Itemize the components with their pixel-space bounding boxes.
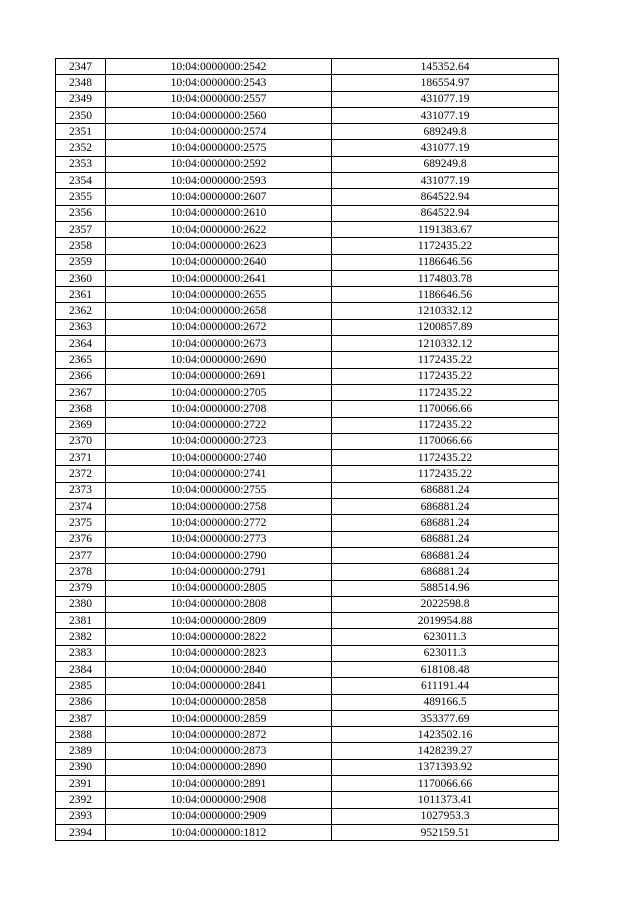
row-number-cell: 2360 (56, 270, 106, 286)
table-row (56, 759, 559, 775)
cadastral-number-cell: 10:04:0000000:2610 (106, 205, 332, 221)
table-row (56, 531, 559, 547)
cadastral-number-cell: 10:04:0000000:2758 (106, 499, 332, 515)
row-number-cell: 2363 (56, 319, 106, 335)
cadastral-number-cell: 10:04:0000000:2560 (106, 107, 332, 123)
row-number-cell: 2354 (56, 173, 106, 189)
cadastral-number-cell: 10:04:0000000:2607 (106, 189, 332, 205)
table-row (56, 433, 559, 449)
row-number-cell: 2365 (56, 352, 106, 368)
value-cell: 686881.24 (332, 564, 559, 580)
table-row (56, 824, 559, 840)
table-body (56, 59, 559, 841)
row-number-cell: 2348 (56, 75, 106, 91)
row-number-cell: 2347 (56, 59, 106, 75)
table-row (56, 661, 559, 677)
cadastral-number-cell: 10:04:0000000:2740 (106, 450, 332, 466)
value-cell: 611191.44 (332, 678, 559, 694)
cadastral-number-cell: 10:04:0000000:2705 (106, 384, 332, 400)
table-row (56, 401, 559, 417)
table-row (56, 270, 559, 286)
row-number-cell: 2386 (56, 694, 106, 710)
table-row (56, 515, 559, 531)
table-row (56, 221, 559, 237)
row-number-cell: 2389 (56, 743, 106, 759)
cadastral-number-cell: 10:04:0000000:2841 (106, 678, 332, 694)
value-cell: 1210332.12 (332, 303, 559, 319)
row-number-cell: 2377 (56, 547, 106, 563)
row-number-cell: 2376 (56, 531, 106, 547)
table-row (56, 564, 559, 580)
value-cell: 588514.96 (332, 580, 559, 596)
table-row (56, 499, 559, 515)
row-number-cell: 2356 (56, 205, 106, 221)
table-row (56, 613, 559, 629)
value-cell: 1174803.78 (332, 270, 559, 286)
table-row (56, 743, 559, 759)
row-number-cell: 2379 (56, 580, 106, 596)
row-number-cell: 2374 (56, 499, 106, 515)
value-cell: 1186646.56 (332, 287, 559, 303)
value-cell: 1428239.27 (332, 743, 559, 759)
table-row (56, 466, 559, 482)
cadastral-number-cell: 10:04:0000000:2543 (106, 75, 332, 91)
cadastral-number-cell: 10:04:0000000:2741 (106, 466, 332, 482)
cadastral-number-cell: 10:04:0000000:2791 (106, 564, 332, 580)
cadastral-number-cell: 10:04:0000000:2641 (106, 270, 332, 286)
table-row (56, 450, 559, 466)
row-number-cell: 2369 (56, 417, 106, 433)
cadastral-number-cell: 10:04:0000000:2658 (106, 303, 332, 319)
value-cell: 864522.94 (332, 189, 559, 205)
cadastral-number-cell: 10:04:0000000:2859 (106, 710, 332, 726)
value-cell: 623011.3 (332, 629, 559, 645)
table-row (56, 336, 559, 352)
value-cell: 489166.5 (332, 694, 559, 710)
cadastral-number-cell: 10:04:0000000:2790 (106, 547, 332, 563)
cadastral-number-cell: 10:04:0000000:2640 (106, 254, 332, 270)
table-row (56, 580, 559, 596)
value-cell: 431077.19 (332, 140, 559, 156)
value-cell: 689249.8 (332, 124, 559, 140)
value-cell: 353377.69 (332, 710, 559, 726)
row-number-cell: 2393 (56, 808, 106, 824)
cadastral-number-cell: 10:04:0000000:2858 (106, 694, 332, 710)
value-cell: 686881.24 (332, 482, 559, 498)
cadastral-number-cell: 10:04:0000000:2655 (106, 287, 332, 303)
value-cell: 686881.24 (332, 499, 559, 515)
value-cell: 186554.97 (332, 75, 559, 91)
table-row (56, 596, 559, 612)
value-cell: 1423502.16 (332, 727, 559, 743)
table-row (56, 287, 559, 303)
cadastral-number-cell: 10:04:0000000:2872 (106, 727, 332, 743)
row-number-cell: 2383 (56, 645, 106, 661)
row-number-cell: 2370 (56, 433, 106, 449)
table-row (56, 91, 559, 107)
row-number-cell: 2362 (56, 303, 106, 319)
row-number-cell: 2380 (56, 596, 106, 612)
value-cell: 1172435.22 (332, 384, 559, 400)
value-cell: 618108.48 (332, 661, 559, 677)
cadastral-number-cell: 10:04:0000000:2575 (106, 140, 332, 156)
row-number-cell: 2364 (56, 336, 106, 352)
cadastral-number-cell: 10:04:0000000:2557 (106, 91, 332, 107)
cadastral-number-cell: 10:04:0000000:2623 (106, 238, 332, 254)
cadastral-number-cell: 10:04:0000000:2891 (106, 776, 332, 792)
cadastral-value-table (55, 58, 559, 841)
value-cell: 1170066.66 (332, 776, 559, 792)
cadastral-number-cell: 10:04:0000000:2622 (106, 221, 332, 237)
row-number-cell: 2351 (56, 124, 106, 140)
table-row (56, 678, 559, 694)
row-number-cell: 2349 (56, 91, 106, 107)
row-number-cell: 2381 (56, 613, 106, 629)
value-cell: 686881.24 (332, 547, 559, 563)
value-cell: 1172435.22 (332, 368, 559, 384)
cadastral-number-cell: 10:04:0000000:2873 (106, 743, 332, 759)
cadastral-number-cell: 10:04:0000000:2805 (106, 580, 332, 596)
row-number-cell: 2358 (56, 238, 106, 254)
table-row (56, 124, 559, 140)
row-number-cell: 2388 (56, 727, 106, 743)
value-cell: 1371393.92 (332, 759, 559, 775)
cadastral-number-cell: 10:04:0000000:2723 (106, 433, 332, 449)
table-row (56, 776, 559, 792)
row-number-cell: 2367 (56, 384, 106, 400)
table-row (56, 482, 559, 498)
cadastral-number-cell: 10:04:0000000:2823 (106, 645, 332, 661)
cadastral-number-cell: 10:04:0000000:2840 (106, 661, 332, 677)
table-row (56, 645, 559, 661)
table-row (56, 417, 559, 433)
table-row (56, 727, 559, 743)
value-cell: 1172435.22 (332, 466, 559, 482)
cadastral-number-cell: 10:04:0000000:2574 (106, 124, 332, 140)
table-row (56, 156, 559, 172)
table-row (56, 792, 559, 808)
row-number-cell: 2378 (56, 564, 106, 580)
value-cell: 864522.94 (332, 205, 559, 221)
row-number-cell: 2359 (56, 254, 106, 270)
value-cell: 1172435.22 (332, 417, 559, 433)
value-cell: 686881.24 (332, 515, 559, 531)
table-row (56, 254, 559, 270)
cadastral-number-cell: 10:04:0000000:2673 (106, 336, 332, 352)
value-cell: 431077.19 (332, 173, 559, 189)
cadastral-number-cell: 10:04:0000000:2908 (106, 792, 332, 808)
row-number-cell: 2368 (56, 401, 106, 417)
cadastral-number-cell: 10:04:0000000:2822 (106, 629, 332, 645)
table-row (56, 107, 559, 123)
table-row (56, 205, 559, 221)
table-row (56, 303, 559, 319)
value-cell: 431077.19 (332, 107, 559, 123)
value-cell: 145352.64 (332, 59, 559, 75)
row-number-cell: 2391 (56, 776, 106, 792)
row-number-cell: 2394 (56, 824, 106, 840)
row-number-cell: 2387 (56, 710, 106, 726)
table-row (56, 694, 559, 710)
value-cell: 2019954.88 (332, 613, 559, 629)
row-number-cell: 2371 (56, 450, 106, 466)
row-number-cell: 2392 (56, 792, 106, 808)
row-number-cell: 2382 (56, 629, 106, 645)
table-row (56, 140, 559, 156)
value-cell: 1210332.12 (332, 336, 559, 352)
value-cell: 1170066.66 (332, 433, 559, 449)
row-number-cell: 2384 (56, 661, 106, 677)
cadastral-number-cell: 10:04:0000000:2773 (106, 531, 332, 547)
row-number-cell: 2353 (56, 156, 106, 172)
table-row (56, 59, 559, 75)
value-cell: 1186646.56 (332, 254, 559, 270)
row-number-cell: 2350 (56, 107, 106, 123)
table-row (56, 547, 559, 563)
cadastral-number-cell: 10:04:0000000:2772 (106, 515, 332, 531)
table-row (56, 319, 559, 335)
table-row (56, 710, 559, 726)
cadastral-number-cell: 10:04:0000000:2690 (106, 352, 332, 368)
table-row (56, 368, 559, 384)
row-number-cell: 2355 (56, 189, 106, 205)
value-cell: 689249.8 (332, 156, 559, 172)
cadastral-number-cell: 10:04:0000000:2722 (106, 417, 332, 433)
cadastral-number-cell: 10:04:0000000:2672 (106, 319, 332, 335)
value-cell: 1011373.41 (332, 792, 559, 808)
row-number-cell: 2375 (56, 515, 106, 531)
value-cell: 623011.3 (332, 645, 559, 661)
table-row (56, 75, 559, 91)
table-row (56, 173, 559, 189)
value-cell: 1172435.22 (332, 450, 559, 466)
cadastral-number-cell: 10:04:0000000:1812 (106, 824, 332, 840)
table-row (56, 238, 559, 254)
table-row (56, 352, 559, 368)
cadastral-number-cell: 10:04:0000000:2808 (106, 596, 332, 612)
value-cell: 1191383.67 (332, 221, 559, 237)
value-cell: 1200857.89 (332, 319, 559, 335)
cadastral-number-cell: 10:04:0000000:2542 (106, 59, 332, 75)
table-row (56, 384, 559, 400)
row-number-cell: 2372 (56, 466, 106, 482)
table-row (56, 189, 559, 205)
value-cell: 1172435.22 (332, 352, 559, 368)
table-row (56, 808, 559, 824)
value-cell: 2022598.8 (332, 596, 559, 612)
cadastral-number-cell: 10:04:0000000:2909 (106, 808, 332, 824)
value-cell: 952159.51 (332, 824, 559, 840)
row-number-cell: 2366 (56, 368, 106, 384)
cadastral-number-cell: 10:04:0000000:2691 (106, 368, 332, 384)
value-cell: 1172435.22 (332, 238, 559, 254)
row-number-cell: 2385 (56, 678, 106, 694)
cadastral-number-cell: 10:04:0000000:2592 (106, 156, 332, 172)
cadastral-number-cell: 10:04:0000000:2755 (106, 482, 332, 498)
row-number-cell: 2390 (56, 759, 106, 775)
row-number-cell: 2357 (56, 221, 106, 237)
cadastral-number-cell: 10:04:0000000:2708 (106, 401, 332, 417)
value-cell: 1027953.3 (332, 808, 559, 824)
table-row (56, 629, 559, 645)
row-number-cell: 2373 (56, 482, 106, 498)
cadastral-number-cell: 10:04:0000000:2593 (106, 173, 332, 189)
value-cell: 431077.19 (332, 91, 559, 107)
value-cell: 1170066.66 (332, 401, 559, 417)
value-cell: 686881.24 (332, 531, 559, 547)
row-number-cell: 2361 (56, 287, 106, 303)
cadastral-number-cell: 10:04:0000000:2809 (106, 613, 332, 629)
cadastral-number-cell: 10:04:0000000:2890 (106, 759, 332, 775)
row-number-cell: 2352 (56, 140, 106, 156)
